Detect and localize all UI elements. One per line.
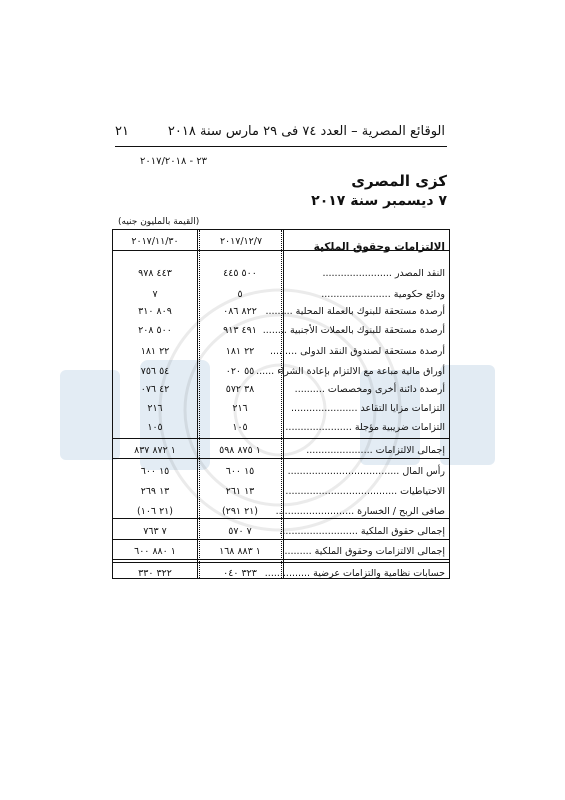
table-row <box>113 420 449 437</box>
row-label: أرصدة مستحقة للبنوك بالعملات الأجنبية ........ <box>262 325 445 336</box>
row-value-previous: ١٥ ٦٠٠ <box>140 466 170 477</box>
row-value-previous: ٧ <box>152 289 158 300</box>
table-row <box>113 382 449 399</box>
row-label: التزامات ضريبية مؤجلة ...................... <box>285 422 445 433</box>
row-value-previous: ٨٠٩ ٣١٠ <box>138 306 172 317</box>
row-value-previous: ٤٤٣ ٩٧٨ <box>138 268 172 279</box>
row-value-current: ٣٢٣ ٠٤٠ <box>223 568 257 579</box>
unit-note: (القيمة بالمليون جنيه) <box>118 217 200 227</box>
row-divider <box>113 518 449 519</box>
row-divider <box>113 438 449 439</box>
table-row <box>113 344 449 361</box>
table-row <box>113 304 449 321</box>
row-value-previous: ١٠٥ <box>147 422 163 433</box>
table-row <box>113 484 449 501</box>
row-label: إجمالى الالتزامات وحقوق الملكية ......... <box>284 546 445 557</box>
row-value-previous: ٧ ٧٦٣ <box>143 526 167 537</box>
balance-sheet-table <box>112 229 450 579</box>
row-value-current: ١ ٨٧٥ ٥٩٨ <box>219 445 261 456</box>
row-value-current: ١٠٥ <box>232 422 248 433</box>
row-value-current: ٤٩١ ٩١٣ <box>223 325 257 336</box>
row-value-current: ٢١٦ <box>232 403 248 414</box>
reference-number: ٢٣ - ٢٠١٧/٢٠١٨ <box>140 156 208 167</box>
running-header <box>115 124 445 144</box>
row-label: أرصدة دائنة أخرى ومخصصات .......... <box>294 384 445 395</box>
doc-title-line2: ٧ ديسمبر سنة ٢٠١٧ <box>311 193 447 209</box>
table-row <box>113 401 449 418</box>
row-label: رأس المال ..................................... <box>287 466 445 477</box>
row-value-current: ٥٠٠ ٤٤٥ <box>223 268 257 279</box>
row-value-previous: ٥٠٠ ٢٠٨ <box>138 325 172 336</box>
section-title: الالتزامات وحقوق الملكية <box>313 241 445 253</box>
column-header-date-1: ٢٠١٧/١٢/٧ <box>219 236 263 247</box>
row-value-previous: ١٣ ٢٦٩ <box>140 486 170 497</box>
row-value-previous: ٢٢ ١٨١ <box>140 346 170 357</box>
row-value-current: ١ ٨٨٣ ١٦٨ <box>219 546 261 557</box>
row-divider <box>113 458 449 459</box>
row-value-current: ٧ ٥٧٠ <box>228 526 252 537</box>
page-number: ٢١ <box>115 124 129 139</box>
row-value-previous: ١ ٨٨٠ ٦٠٠ <box>134 546 176 557</box>
row-label: أرصدة مستحقة لصندوق النقد الدولى ......... <box>269 346 445 357</box>
row-label: النقد المصدر ....................... <box>322 268 445 279</box>
table-row <box>113 364 449 381</box>
row-value-current: ٢٢ ١٨١ <box>225 346 255 357</box>
row-label: أرصدة مستحقة للبنوك بالعملة المحلية ......... <box>265 306 445 317</box>
doc-title-line1: كزى المصرى <box>351 172 447 190</box>
header-rule <box>115 146 447 147</box>
row-divider <box>113 559 449 560</box>
row-value-current: ٨٢٢ ٠٨٦ <box>223 306 257 317</box>
row-value-previous: ٣٢٢ ٣٣٠ <box>138 568 172 579</box>
row-label: الاحتياطيات ..................................... <box>285 486 445 497</box>
row-value-current: ٥٥ ٠٢٠ <box>225 366 255 377</box>
row-value-current: ٥ <box>237 289 243 300</box>
row-divider <box>113 539 449 540</box>
row-label: إجمالى الالتزامات ...................... <box>306 445 445 456</box>
row-label: حسابات نظامية والتزامات عرضية ............... <box>264 568 445 579</box>
row-label: أوراق مالية مباعة مع الالتزام بإعادة الشراء ...... <box>256 366 445 377</box>
table-row <box>113 566 449 583</box>
row-value-current: ١٣ ٢٦١ <box>225 486 255 497</box>
row-value-previous: ٢١٦ <box>147 403 163 414</box>
row-label: صافى الربح / الخسارة .......................... <box>275 506 445 517</box>
row-value-previous: (٢١ ١٠٦) <box>137 506 173 517</box>
row-label: إجمالى حقوق الملكية .......................... <box>279 526 445 537</box>
row-value-previous: ٥٤ ٧٥٦ <box>140 366 170 377</box>
table-row <box>113 287 449 304</box>
header-title: الوقائع المصرية – العدد ٧٤ فى ٢٩ مارس سنة ٢٠١٨ <box>167 124 445 139</box>
row-value-previous: ٤٢ ٠٧٦ <box>140 384 170 395</box>
row-value-current: ٣٨ ٥٧٢ <box>225 384 255 395</box>
column-header-date-2: ٢٠١٧/١١/٣٠ <box>131 236 179 247</box>
table-row <box>113 323 449 340</box>
table-row <box>113 266 449 283</box>
section-title-row <box>113 239 449 256</box>
row-value-current: (٢١ ٢٩١) <box>222 506 258 517</box>
table-row <box>113 464 449 481</box>
row-label: التزامات مزايا التقاعد ...................... <box>291 403 445 414</box>
row-value-previous: ١ ٨٧٢ ٨٣٧ <box>134 445 176 456</box>
row-divider <box>113 562 449 563</box>
row-value-current: ١٥ ٦٠٠ <box>225 466 255 477</box>
row-label: ودائع حكومية ....................... <box>321 289 445 300</box>
